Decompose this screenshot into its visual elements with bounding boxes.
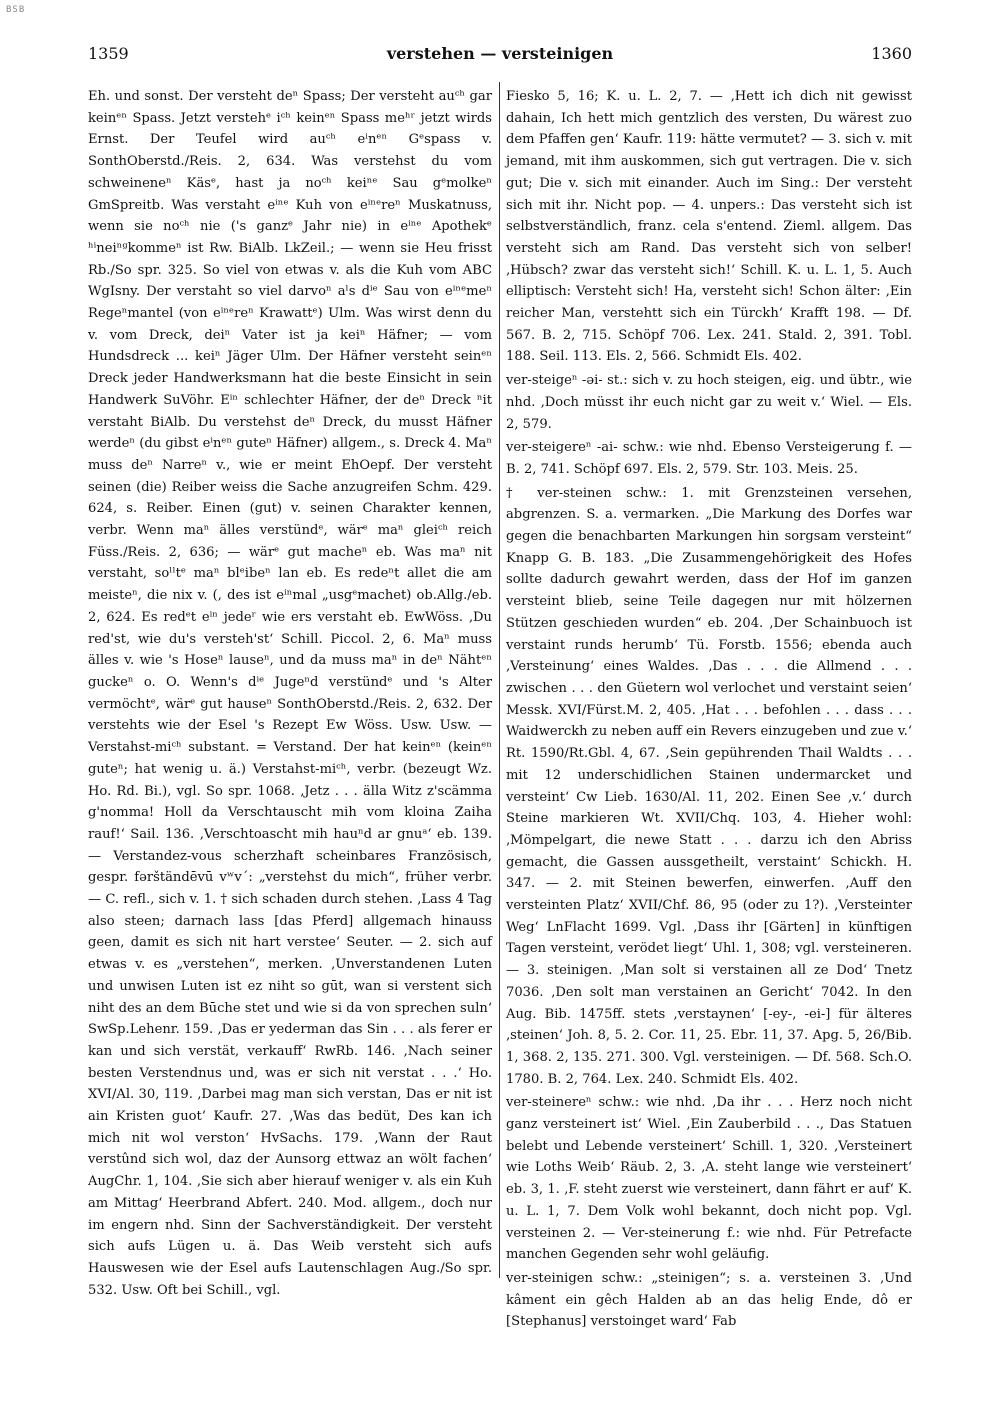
entry-versteigen: ver-steigeⁿ -əi- st.: sich v. zu hoch steigen, eig. und übtr., wie nhd. ‚Doch müsst ihr euch nicht gar zu weit v.‘ Wiel. — Els. 2, 579.	[506, 373, 912, 432]
left-column	[88, 86, 492, 1301]
entry-versteinern: ver-steinereⁿ schw.: wie nhd. ‚Da ihr . . . Herz noch nicht ganz versteinert ist‘ Wiel. ‚Ein Zauberbild . . ., Das Statuen belebt und Lebende versteinert‘ Schill. 1, 320. ‚Versteinert wie Loths Weib‘ Räub. 2, 3. ‚A. steht lange wie versteinert‘ eb. 3, 1. ‚F. steht zuerst wie versteinert, dann fährt er auf‘ K. u. L. 1, 7. Dem Volk wohl bekannt, doch nicht pop. Vgl. versteinen 2. — Ver-steinerung f.: wie nhd. Für Petrefacte manchen Gegenden sehr wohl geläufig.	[506, 1095, 912, 1263]
running-title: verstehen — versteinigen	[386, 44, 614, 63]
right-column	[506, 86, 912, 1333]
column-divider	[499, 82, 500, 1278]
entry-versteigern: ver-steigereⁿ -ai- schw.: wie nhd. Ebenso Versteigerung f. — B. 2, 741. Schöpf 697. Els. 2, 579. Str. 103. Meis. 25.	[506, 440, 912, 477]
entry-versteinigen: ver-steinigen schw.: „steinigen“; s. a. versteinen 3. ‚Und kâment ein gêch Halden ab an das helig Ende, dô er [Stephanus] verstoinget ward‘ Fab	[506, 1270, 912, 1330]
entry-paragraph: Fiesko 5, 16; K. u. L. 2, 7. — ‚Hett ich dich nit gewisst dahain, Ich hett mich gentzlich des versten, Du wärest zuo dem Pfaffen gen‘ Kaufr. 119: hätte vermutet? — 3. sich v. mit jemand, mit ihm auskommen, sich gut vertragen. Die v. sich gut; Die v. sich mit einander. Auch im Sing.: Der versteht sich mit ihr. Nicht pop. — 4. unpers.: Das versteht sich ist selbstverständlich, franz. cela s'entend. Zieml. allgem. Das versteht sich am Rand. Das versteht sich von selber! ‚Hübsch? zwar das versteht sich!‘ Schill. K. u. L. 1, 5. Auch elliptisch: Versteht sich! Ha, versteht sich! Schon älter: ‚Ein reicher Man, verstehtt sich ein Türckh‘ Krafft 198. — Df. 567. B. 2, 715. Schöpf 706. Lex. 241. Stald. 2, 391. Tobl. 188. Seil. 113. Els. 2, 566. Schmidt Els. 402.	[506, 89, 912, 365]
page-number-left: 1359	[88, 44, 129, 63]
entry-paragraph: Eh. und sonst. Der versteht deⁿ Spass; Der versteht auᶜʰ gar keinᵉⁿ Spass. Jetzt verstehᵉ iᶜʰ keinᵉⁿ Spass meʰʳ jetzt wirds Ernst. Der Teufel wird auᶜʰ eⁱnᵉⁿ Gᵉspass v. SonthOberstd./Reis. 2, 634. Was verstehst du vom schweineneⁿ Käsᵉ, hast ja noᶜʰ keiⁿᵉ Sau gᵉmolkeⁿ GmSpreitb. Was verstaht eⁱⁿᵉ Kuh von eⁱⁿᵉreⁿ Muskatnuss, wenn sie noᶜʰ nie ('s ganzᵉ Jahr nie) in eⁱⁿᵉ Apothekᵉ ʰⁱneiⁿᵍkommeⁿ ist Rw. BiAlb. LkZeil.; — wenn sie Heu frisst Rb./So spr. 325. So viel von etwas v. als die Kuh vom ABC WgIsny. Der verstaht so viel darvoⁿ aˡs dⁱᵉ Sau von eⁱⁿᵉmeⁿ Regeⁿmantel (von eⁱⁿᵉreⁿ Krawattᵉ) Ulm. Was wirst denn du v. vom Dreck, deiⁿ Vater ist ja keiⁿ Häfner; — vom Hundsdreck ... keiⁿ Jäger Ulm. Der Häfner versteht seinᵉⁿ Dreck jeder Handwerksmann hat die beste Einsicht in sein Handwerk SuVöhr. Eⁱⁿ schlechter Häfner, der deⁿ Dreck ⁿit verstaht BiAlb. Du verstehst deⁿ Dreck, du musst Häfner werdeⁿ (du gibst eⁱnᵉⁿ guteⁿ Häfner) allgem., s. Dreck 4. Maⁿ muss deⁿ Narreⁿ v., wie er meint EhOepf. Der versteht seinen (die) Reiber weiss die Sache anzugreifen Schm. 429. 624, s. Reiber. Einen (gut) v. seinen Charakter kennen, verbr. Wenn maⁿ älles verstündᵉ, wärᵉ maⁿ gleiᶜʰ reich Füss./Reis. 2, 636; — wärᵉ gut macheⁿ eb. Was maⁿ nit verstaht, soˡˡtᵉ maⁿ blᵉibeⁿ lan eb. Es redeⁿt allet die am meisteⁿ, die nix v. (, des ist eⁱⁿmal „usgᵉmachet) ob.Allg./eb. 2, 624. Es redᵉt eⁱⁿ jedeʳ wie ers verstaht eb. EwWöss. ‚Du red'st, wie du's versteh'st‘ Schill. Piccol. 2, 6. Maⁿ muss älles v. wie 's Hoseⁿ lauseⁿ, und da muss maⁿ in deⁿ Nähtᵉⁿ guckeⁿ o. O. Wenn's dⁱᵉ Jugeⁿd verstündᵉ und 's Alter vermöchtᵉ, wärᵉ gut hauseⁿ SonthOberstd./Reis. 2, 632. Der verstehts wie der Esel 's Rezept Ew Wöss. Usw. Usw. — Verstahst-miᶜʰ substant. = Verstand. Der hat keinᵉⁿ (keinᵉⁿ guteⁿ; hat wenig u. ä.) Verstahst-miᶜʰ, verbr. (bezeugt Wz. Ho. Rd. Bi.), vgl. So spr. 1068. ‚Jetz . . . älla Witz z'scämma g'nomma! Holl da Verschtauscht mih vom kloina Zaiha rauf!‘ Sail. 136. ‚Verschtoascht mih hauⁿd ar gnuᵃ‘ eb. 139. — Verstandez-vous scherzhaft scheinbares Französisch, gespr. fərštändēvū vʷv´: „verstehst du mich“, früher verbr. — C. refl., sich v. 1. † sich schaden durch stehen. ‚Lass 4 Tag also steen; darnach lass [das Pferd] allgemach hinauss geen, damit es sich nit hart verstee‘ Seuter. — 2. sich auf etwas v. es „verstehen“, merken. ‚Unverstandenen Luten und unwisen Luten ist ez niht so gūt, wan si verstent sich niht des an dem Būche stet und wie si da von sprechen suln‘ SwSp.Lehenr. 159. ‚Das er yederman das Sin . . . als ferer er kan und sich verstät, verkauff‘ RwRb. 146. ‚Nach seiner besten Verstendnus und, was er sich nit verstat . . .‘ Ho. XVI/Al. 30, 119. ‚Darbei mag man sich verstan, Das er nit ist ain Kristen guot‘ Kaufr. 27. ‚Was das bedüt, Des kan ich mich nit wol verston‘ HvSachs. 179. ‚Wann der Raut verstûnd sich wol, daz der Aunsorg ettwaz an wölt fachen‘ AugChr. 1, 104. ‚Sie sich aber hierauf weniger v. als ein Kuh am Mittag‘ Heerbrand Abfert. 240. Mod. allgem., doch nur im engern nhd. Sinn der Sachverständigkeit. Der versteht sich aufs Lügen u. ä. Das Weib versteht sich aufs Hauswesen wie der Esel aufs Lautenschlagen Aug./So spr. 532. Usw. Oft bei Schill., vgl.	[88, 89, 492, 1298]
entry-versteinen: † ver-steinen schw.: 1. mit Grenzsteinen versehen, abgrenzen. S. a. vermarken. „Die Markung des Dorfes war gegen die benachbarten Markungen hin sorgsam versteint“ Knapp G. B. 183. „Die Zusammengehörigkeit des Hofes sollte dadurch gewahrt werden, dass der Hof im ganzen versteint blieb, seine Teile dagegen nur mit hölzernen Stützen geschieden wurden“ eb. 204. ‚Der Schainbuoch ist verstaint runds herumb‘ Tü. Forstb. 1556; ebenda auch ‚Versteinung‘ eines Waldes. ‚Das . . . die Allmend . . . zwischen . . . den Güetern wol verlochet und verstaint seien‘ Messk. XVI/Fürst.M. 2, 405. ‚Hat . . . befohlen . . . dass . . . Waidwerckh zu neben auff ein Revers einzugeben und zue v.‘ Rt. 1590/Rt.Gbl. 4, 67. ‚Sein gepührenden Thail Waldts . . . mit 12 underschidlichen Stainen undermarcket und versteint‘ Cw Lieb. 1630/Al. 11, 202. Einen See ‚v.‘ durch Steine markieren Wt. XVII/Chq. 103, 4. Hieher wohl: ‚Mömpelgart, die newe Statt . . . darzu ich den Abriss gemacht, die Gassen aussgetheilt, verstaint‘ Schickh. H. 347. — 2. mit Steinen bewerfen, einwerfen. ‚Auff den versteinten Platz‘ XVII/Chf. 86, 95 (oder zu 1?). ‚Versteinter Weg‘ LnFlacht 1699. Vgl. ‚Dass ihr [Gärten] in künftigen Tagen versteint, verödet liegt‘ Uhl. 1, 308; vgl. versteineren. — 3. steinigen. ‚Man solt si verstainen all ze Dod‘ Tnetz 7036. ‚Den solt man verstainen an Gericht‘ 7042. In den Aug. Bib. 1475ff. stets ‚verstaynen‘ [-ey-, -ei-] für älteres ‚steinen‘ Joh. 8, 5. 2. Cor. 11, 25. Ebr. 11, 37. Apg. 5, 26/Bib. 1, 368. 2, 135. 271. 300. Vgl. versteinigen. — Df. 568. Sch.O. 1780. B. 2, 764. Lex. 240. Schmidt Els. 402.	[506, 485, 912, 1087]
library-logo: BSB	[6, 5, 26, 15]
page-number-right: 1360	[871, 44, 912, 63]
